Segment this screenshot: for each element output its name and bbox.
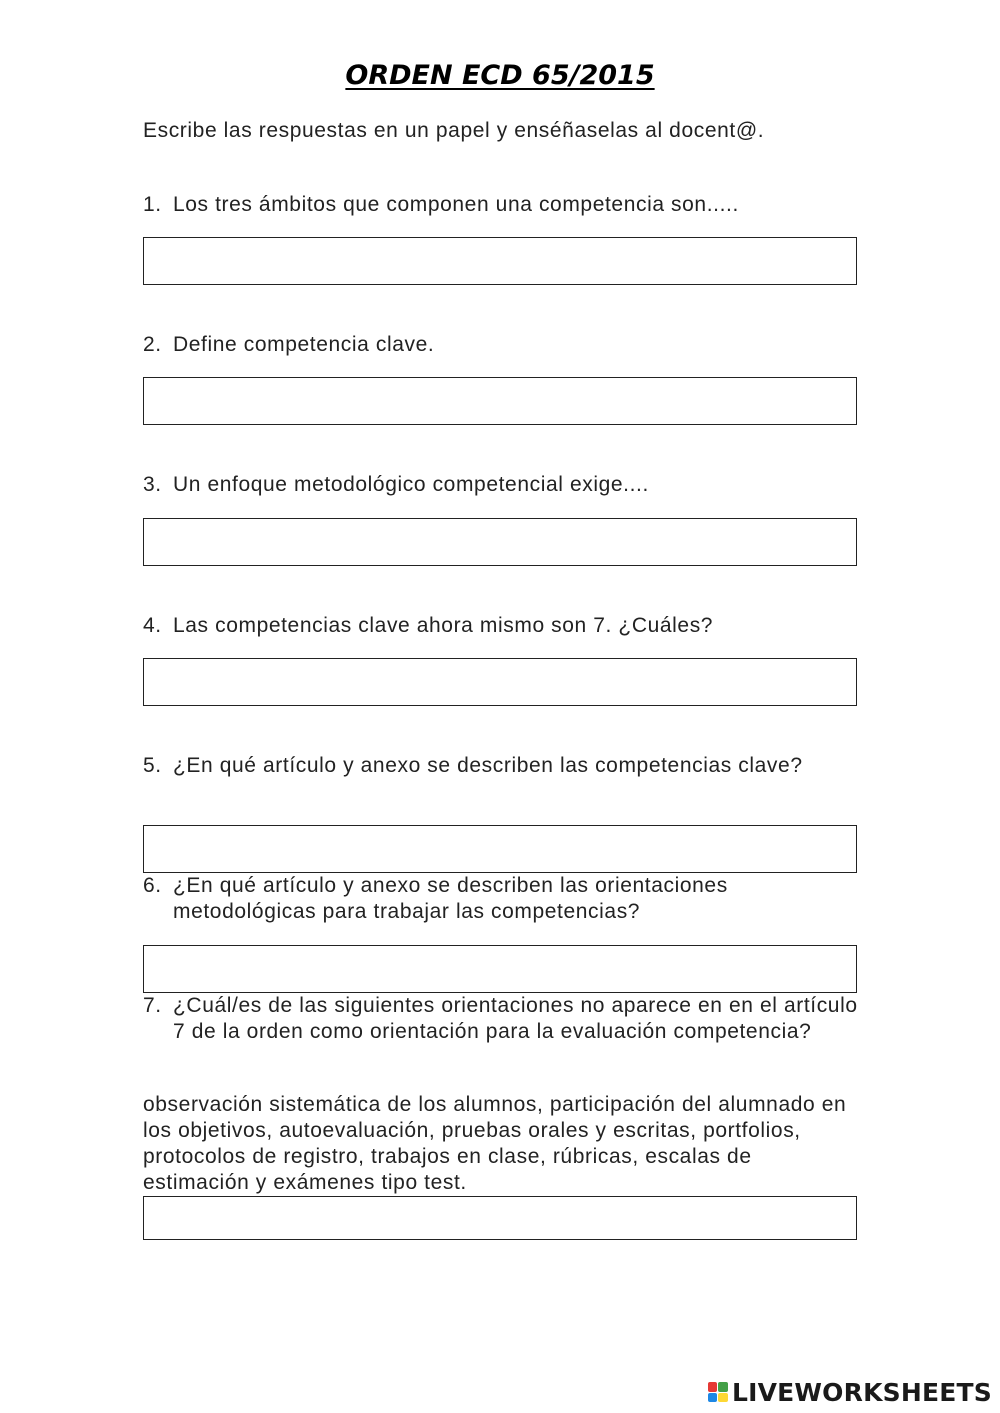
question-number: 3. xyxy=(143,473,162,496)
question-text: Un enfoque metodológico competencial exige.... xyxy=(173,473,649,496)
liveworksheets-logo-icon xyxy=(708,1382,728,1402)
question-text: ¿En qué artículo y anexo se describen las orientaciones metodológicas para trabajar las competencias? xyxy=(173,874,728,923)
question-number: 4. xyxy=(143,614,162,637)
question-text: Las competencias clave ahora mismo son 7. ¿Cuáles? xyxy=(173,614,714,637)
answer-input-1[interactable] xyxy=(143,237,857,285)
logo-square-green xyxy=(718,1382,728,1392)
logo-square-yellow xyxy=(718,1393,728,1403)
question-text: Define competencia clave. xyxy=(173,333,435,356)
worksheet-title: ORDEN ECD 65/2015 xyxy=(345,60,655,91)
question-7 xyxy=(143,993,863,1045)
answer-input-5[interactable] xyxy=(143,825,857,873)
question-1 xyxy=(143,192,863,218)
options-text: observación sistemática de los alumnos, participación del alumnado en los objetivos, autoevaluación, pruebas orales y escritas, portfolios, protocolos de registro, trabajos en clase, rúbricas, escalas de estimación y exámenes tipo test. xyxy=(143,1093,847,1194)
question-3 xyxy=(143,472,863,498)
answer-input-6[interactable] xyxy=(143,945,857,993)
question-5 xyxy=(143,753,863,779)
liveworksheets-brand xyxy=(708,1379,992,1405)
answer-input-3[interactable] xyxy=(143,518,857,566)
question-number: 2. xyxy=(143,333,162,356)
question-6 xyxy=(143,873,863,925)
answer-input-7[interactable] xyxy=(143,1196,857,1240)
answer-input-2[interactable] xyxy=(143,377,857,425)
question-number: 7. xyxy=(143,994,162,1017)
question-text: ¿Cuál/es de las siguientes orientaciones no aparece en en el artículo 7 de la orden como orientación para la evaluación competencia? xyxy=(173,994,858,1043)
question-4 xyxy=(143,613,863,639)
logo-square-red xyxy=(708,1382,718,1392)
brand-text: LIVEWORKSHEETS xyxy=(731,1377,992,1407)
question-number: 6. xyxy=(143,874,162,897)
question-number: 5. xyxy=(143,754,162,777)
logo-square-blue xyxy=(708,1393,718,1403)
question-number: 1. xyxy=(143,193,162,216)
question-text: ¿En qué artículo y anexo se describen las competencias clave? xyxy=(173,754,803,777)
question-text: Los tres ámbitos que componen una competencia son..... xyxy=(173,193,739,216)
answer-input-4[interactable] xyxy=(143,658,857,706)
instructions-text: Escribe las respuestas en un papel y enséñaselas al docent@. xyxy=(143,119,765,142)
question-2 xyxy=(143,332,863,358)
